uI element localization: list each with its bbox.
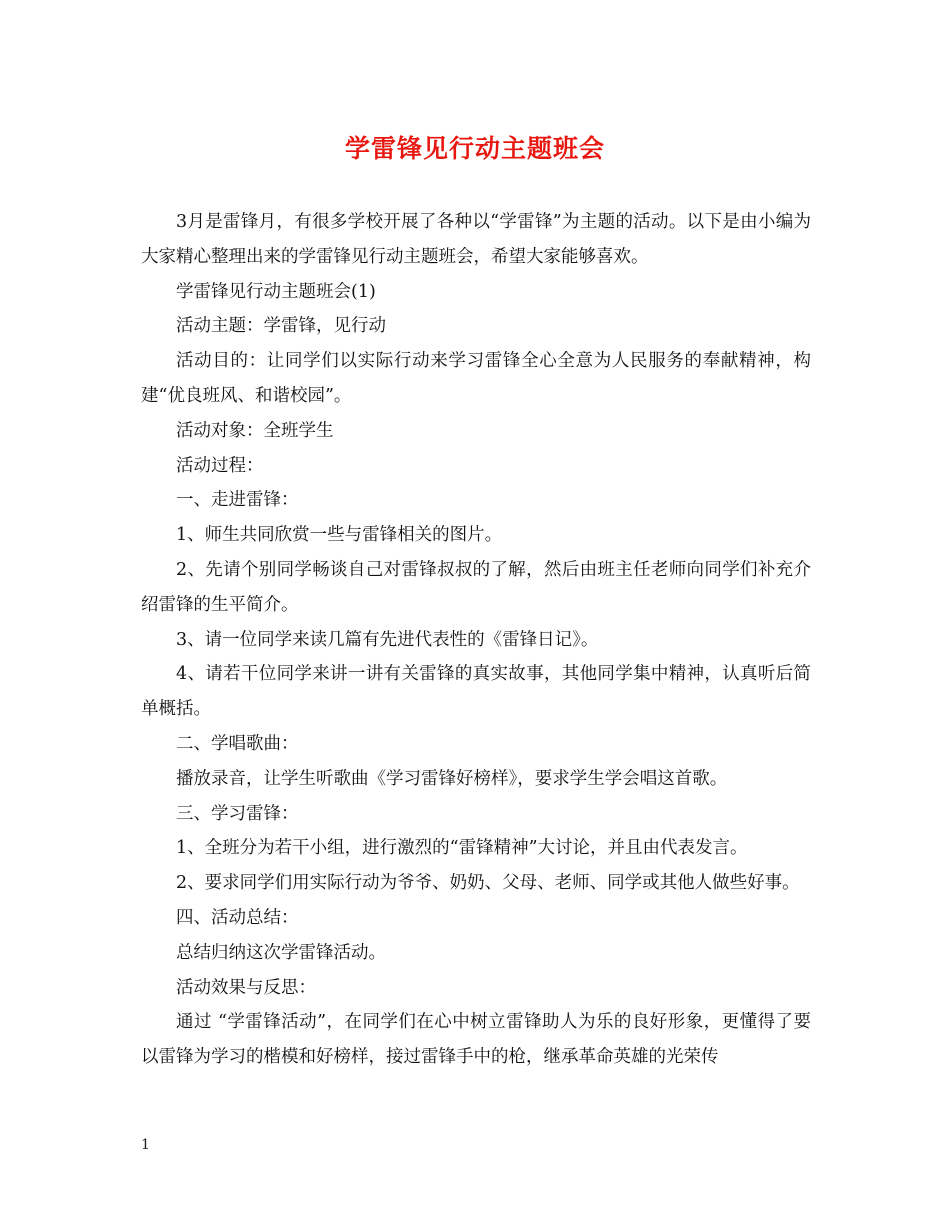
paragraph-intro: 3月是雷锋月，有很多学校开展了各种以“学雷锋”为主题的活动。以下是由小编为大家精心整理出来的学雷锋见行动主题班会，希望大家能够喜欢。 (141, 212, 811, 267)
document-body (141, 205, 811, 1075)
paragraph-step-3: 三、学习雷锋： (176, 803, 299, 824)
paragraph-purpose: 活动目的：让同学们以实际行动来学习雷锋全心全意为人民服务的奉献精神，构建“优良班风、和谐校园”。 (141, 351, 811, 406)
paragraph-step-1: 一、走进雷锋： (176, 490, 299, 511)
paragraph-reflection: 通过 “学雷锋活动”，在同学们在心中树立雷锋助人为乐的良好形象，更懂得了要以雷锋为学习的楷模和好榜样，接过雷锋手中的枪，继承革命英雄的光荣传 (141, 1012, 811, 1068)
paragraph-theme: 活动主题：学雷锋，见行动 (176, 316, 386, 337)
paragraph-reflection-heading: 活动效果与反思： (176, 977, 316, 998)
paragraph-step-1-item-2: 2、先请个别同学畅谈自己对雷锋叔叔的了解，然后由班主任老师向同学们补充介绍雷锋的生平简介。 (141, 559, 811, 615)
paragraph-step-1-item-1: 1、师生共同欣赏一些与雷锋相关的图片。 (176, 525, 503, 546)
paragraph-process: 活动过程： (176, 455, 264, 476)
paragraph-section-heading: 学雷锋见行动主题班会(1) (176, 281, 376, 302)
paragraph-step-2-detail: 播放录音，让学生听歌曲《学习雷锋好榜样》，要求学生学会唱这首歌。 (176, 768, 728, 789)
paragraph-step-3-item-2: 2、要求同学们用实际行动为爷爷、奶奶、父母、老师、同学或其他人做些好事。 (176, 873, 800, 894)
document-title: 学雷锋见行动主题班会 (344, 134, 605, 163)
page-number: 1 (141, 1137, 150, 1153)
paragraph-step-4-detail: 总结归纳这次学雷锋活动。 (176, 942, 386, 963)
paragraph-step-2: 二、学唱歌曲： (176, 733, 299, 754)
paragraph-audience: 活动对象：全班学生 (176, 420, 334, 441)
paragraph-step-4: 四、活动总结： (176, 907, 299, 928)
paragraph-step-1-item-4: 4、请若干位同学来讲一讲有关雷锋的真实故事，其他同学集中精神，认真听后简单概括。 (141, 664, 811, 720)
paragraph-step-1-item-3: 3、请一位同学来读几篇有先进代表性的《雷锋日记》。 (176, 629, 599, 650)
paragraph-step-3-item-1: 1、全班分为若干小组，进行激烈的“雷锋精神”大讨论，并且由代表发言。 (176, 838, 748, 859)
